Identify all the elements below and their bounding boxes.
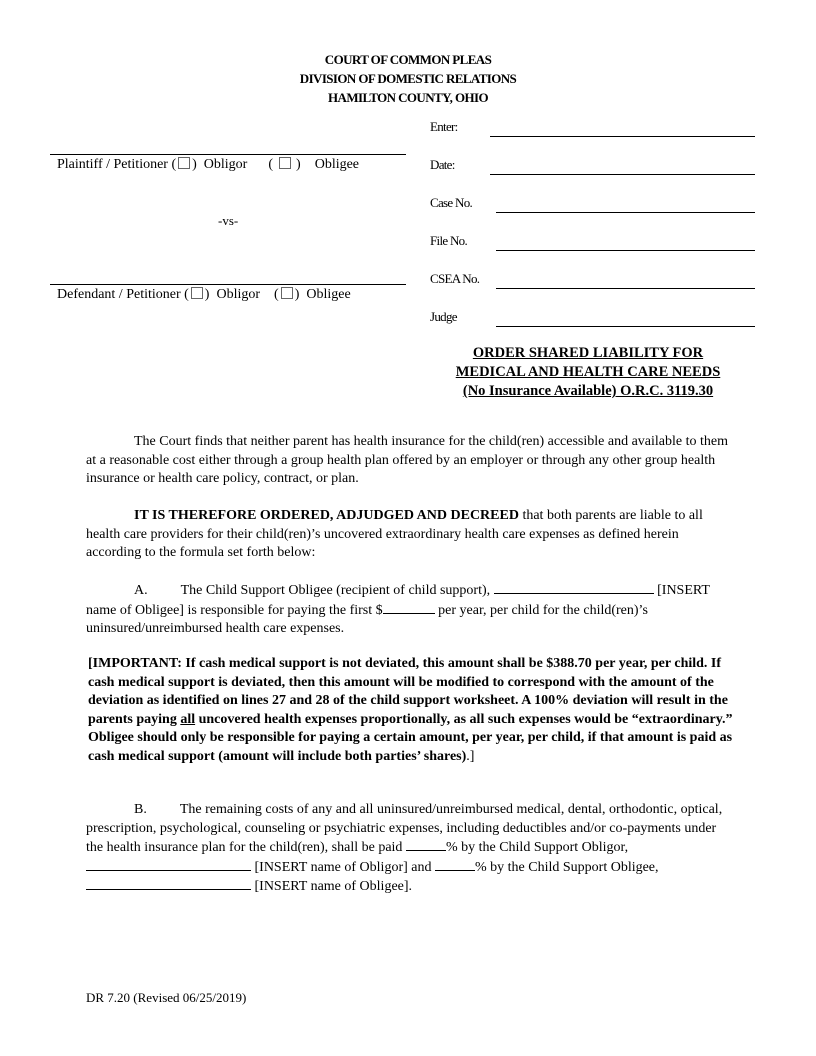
defendant-obligor-checkbox[interactable] bbox=[191, 287, 203, 299]
date-label: Date: bbox=[430, 157, 455, 172]
paragraph-b-label: B. bbox=[134, 802, 147, 817]
csea-no-field[interactable] bbox=[496, 288, 755, 289]
paragraph-b bbox=[86, 801, 736, 897]
paragraph-a-label: A. bbox=[134, 583, 148, 598]
court-division: DIVISION OF DOMESTIC RELATIONS bbox=[299, 71, 517, 86]
paragraph-a bbox=[86, 581, 736, 639]
plaintiff-label: Plaintiff / Petitioner ( bbox=[57, 157, 177, 172]
defendant-obligee-label: Obligee bbox=[306, 287, 351, 302]
obligee-name-blank[interactable] bbox=[494, 581, 654, 594]
ordered-text: that both parents are liable to all health care providers for their child(ren)’s uncovered extraordinary health care expenses as defined herein according to the formula set forth below: bbox=[86, 508, 703, 560]
enter-field[interactable] bbox=[490, 136, 755, 137]
judge-label: Judge bbox=[430, 309, 457, 324]
obligor-name-blank[interactable] bbox=[86, 858, 251, 871]
plaintiff-obligor-checkbox[interactable] bbox=[178, 157, 190, 169]
court-county: HAMILTON COUNTY, OHIO bbox=[328, 90, 488, 105]
first-amount-blank[interactable] bbox=[383, 601, 435, 614]
important-text1: [IMPORTANT: If cash medical support is not deviated, this amount shall be $388.70 per year, per child. If cash medical support is deviated, then this amount will be modified to correspond with the amount of the deviation as identified on lines 27 and 28 of the child support worksheet. A 100% deviation will result in the parents paying bbox=[88, 656, 728, 727]
judge-field[interactable] bbox=[496, 326, 755, 327]
defendant-obligor-label: Obligor bbox=[216, 287, 261, 302]
court-header bbox=[0, 50, 816, 107]
paragraph-b-obligee-pct: % by the Child Support Obligee, bbox=[474, 859, 659, 875]
file-no-label: File No. bbox=[430, 233, 468, 248]
order-title-no-insurance: (No Insurance Available) bbox=[462, 383, 617, 399]
paragraph-b-obligor-insert: [INSERT name of Obligor] and bbox=[251, 859, 435, 875]
important-notice bbox=[88, 655, 738, 766]
defendant-caption: Defendant / Petitioner ( ) Obligor ( ) Obligee bbox=[57, 287, 351, 302]
form-number-footer: DR 7.20 (Revised 06/25/2019) bbox=[86, 990, 247, 1005]
obligee-name-blank-b[interactable] bbox=[86, 877, 251, 890]
order-title-line1: ORDER SHARED LIABILITY FOR bbox=[472, 345, 704, 361]
paragraph-b-obligee-insert: [INSERT name of Obligee]. bbox=[251, 879, 413, 894]
important-text2: uncovered health expenses proportionally, as all such expenses would be “extraordinary.” Obligee should only be responsible for paying a certain amount, per year, per child, if that amount is paid as cash medical support (amount will include both parties’ shares) bbox=[88, 711, 733, 764]
paragraph-b-obligor-pct: % by the Child Support Obligor, bbox=[445, 840, 629, 855]
order-title-statute: O.R.C. 3119.30 bbox=[616, 383, 714, 399]
paragraph-a-text1: The Child Support Obligee (recipient of child support), bbox=[180, 583, 494, 598]
defendant-label: Defendant / Petitioner ( bbox=[57, 287, 189, 302]
plaintiff-obligor-label: Obligor bbox=[203, 157, 248, 172]
ordered-heading: IT IS THEREFORE ORDERED, ADJUDGED AND DECREED bbox=[134, 508, 519, 523]
order-title bbox=[420, 344, 756, 401]
paragraph-b-text1: The remaining costs of any and all uninsured/unreimbursed medical, dental, orthodontic, optical, prescription, psychological, counseling or psychiatric expenses, including deductibles and/or co-payments under the health insurance plan for the child(ren), shall be paid bbox=[86, 802, 723, 855]
defendant-name-line[interactable] bbox=[50, 284, 406, 285]
important-all: all bbox=[180, 711, 196, 727]
obligee-percent-blank[interactable] bbox=[435, 858, 475, 871]
important-end: .] bbox=[466, 748, 475, 764]
plaintiff-name-line[interactable] bbox=[50, 154, 406, 155]
plaintiff-obligee-label: Obligee bbox=[314, 157, 360, 172]
plaintiff-obligee-checkbox[interactable] bbox=[279, 157, 291, 169]
paragraph-a-text2: [INSERT name of Obligee] is responsible for paying the first $ bbox=[86, 583, 710, 618]
plaintiff-caption: Plaintiff / Petitioner ( ) Obligor ( ) Obligee bbox=[57, 157, 360, 172]
case-no-field[interactable] bbox=[496, 212, 755, 213]
versus-label: -vs- bbox=[218, 213, 239, 228]
ordered-paragraph bbox=[86, 507, 736, 563]
date-field[interactable] bbox=[490, 174, 755, 175]
csea-no-label: CSEA No. bbox=[430, 271, 480, 286]
file-no-field[interactable] bbox=[496, 250, 755, 251]
enter-label: Enter: bbox=[430, 119, 458, 134]
order-title-line2: MEDICAL AND HEALTH CARE NEEDS bbox=[455, 364, 721, 380]
obligor-percent-blank[interactable] bbox=[406, 838, 446, 851]
defendant-obligee-checkbox[interactable] bbox=[281, 287, 293, 299]
paragraph-a-text3: per year, per child for the child(ren)’s uninsured/unreimbursed health care expenses. bbox=[86, 602, 648, 636]
finding-text: The Court finds that neither parent has health insurance for the child(ren) accessible and available to them at a reasonable cost either through a group health plan offered by an employer or through any other group health insurance or health care policy, contract, or plan. bbox=[86, 434, 728, 486]
court-name: COURT OF COMMON PLEAS bbox=[324, 52, 492, 67]
case-no-label: Case No. bbox=[430, 195, 473, 210]
finding-paragraph bbox=[86, 433, 736, 489]
